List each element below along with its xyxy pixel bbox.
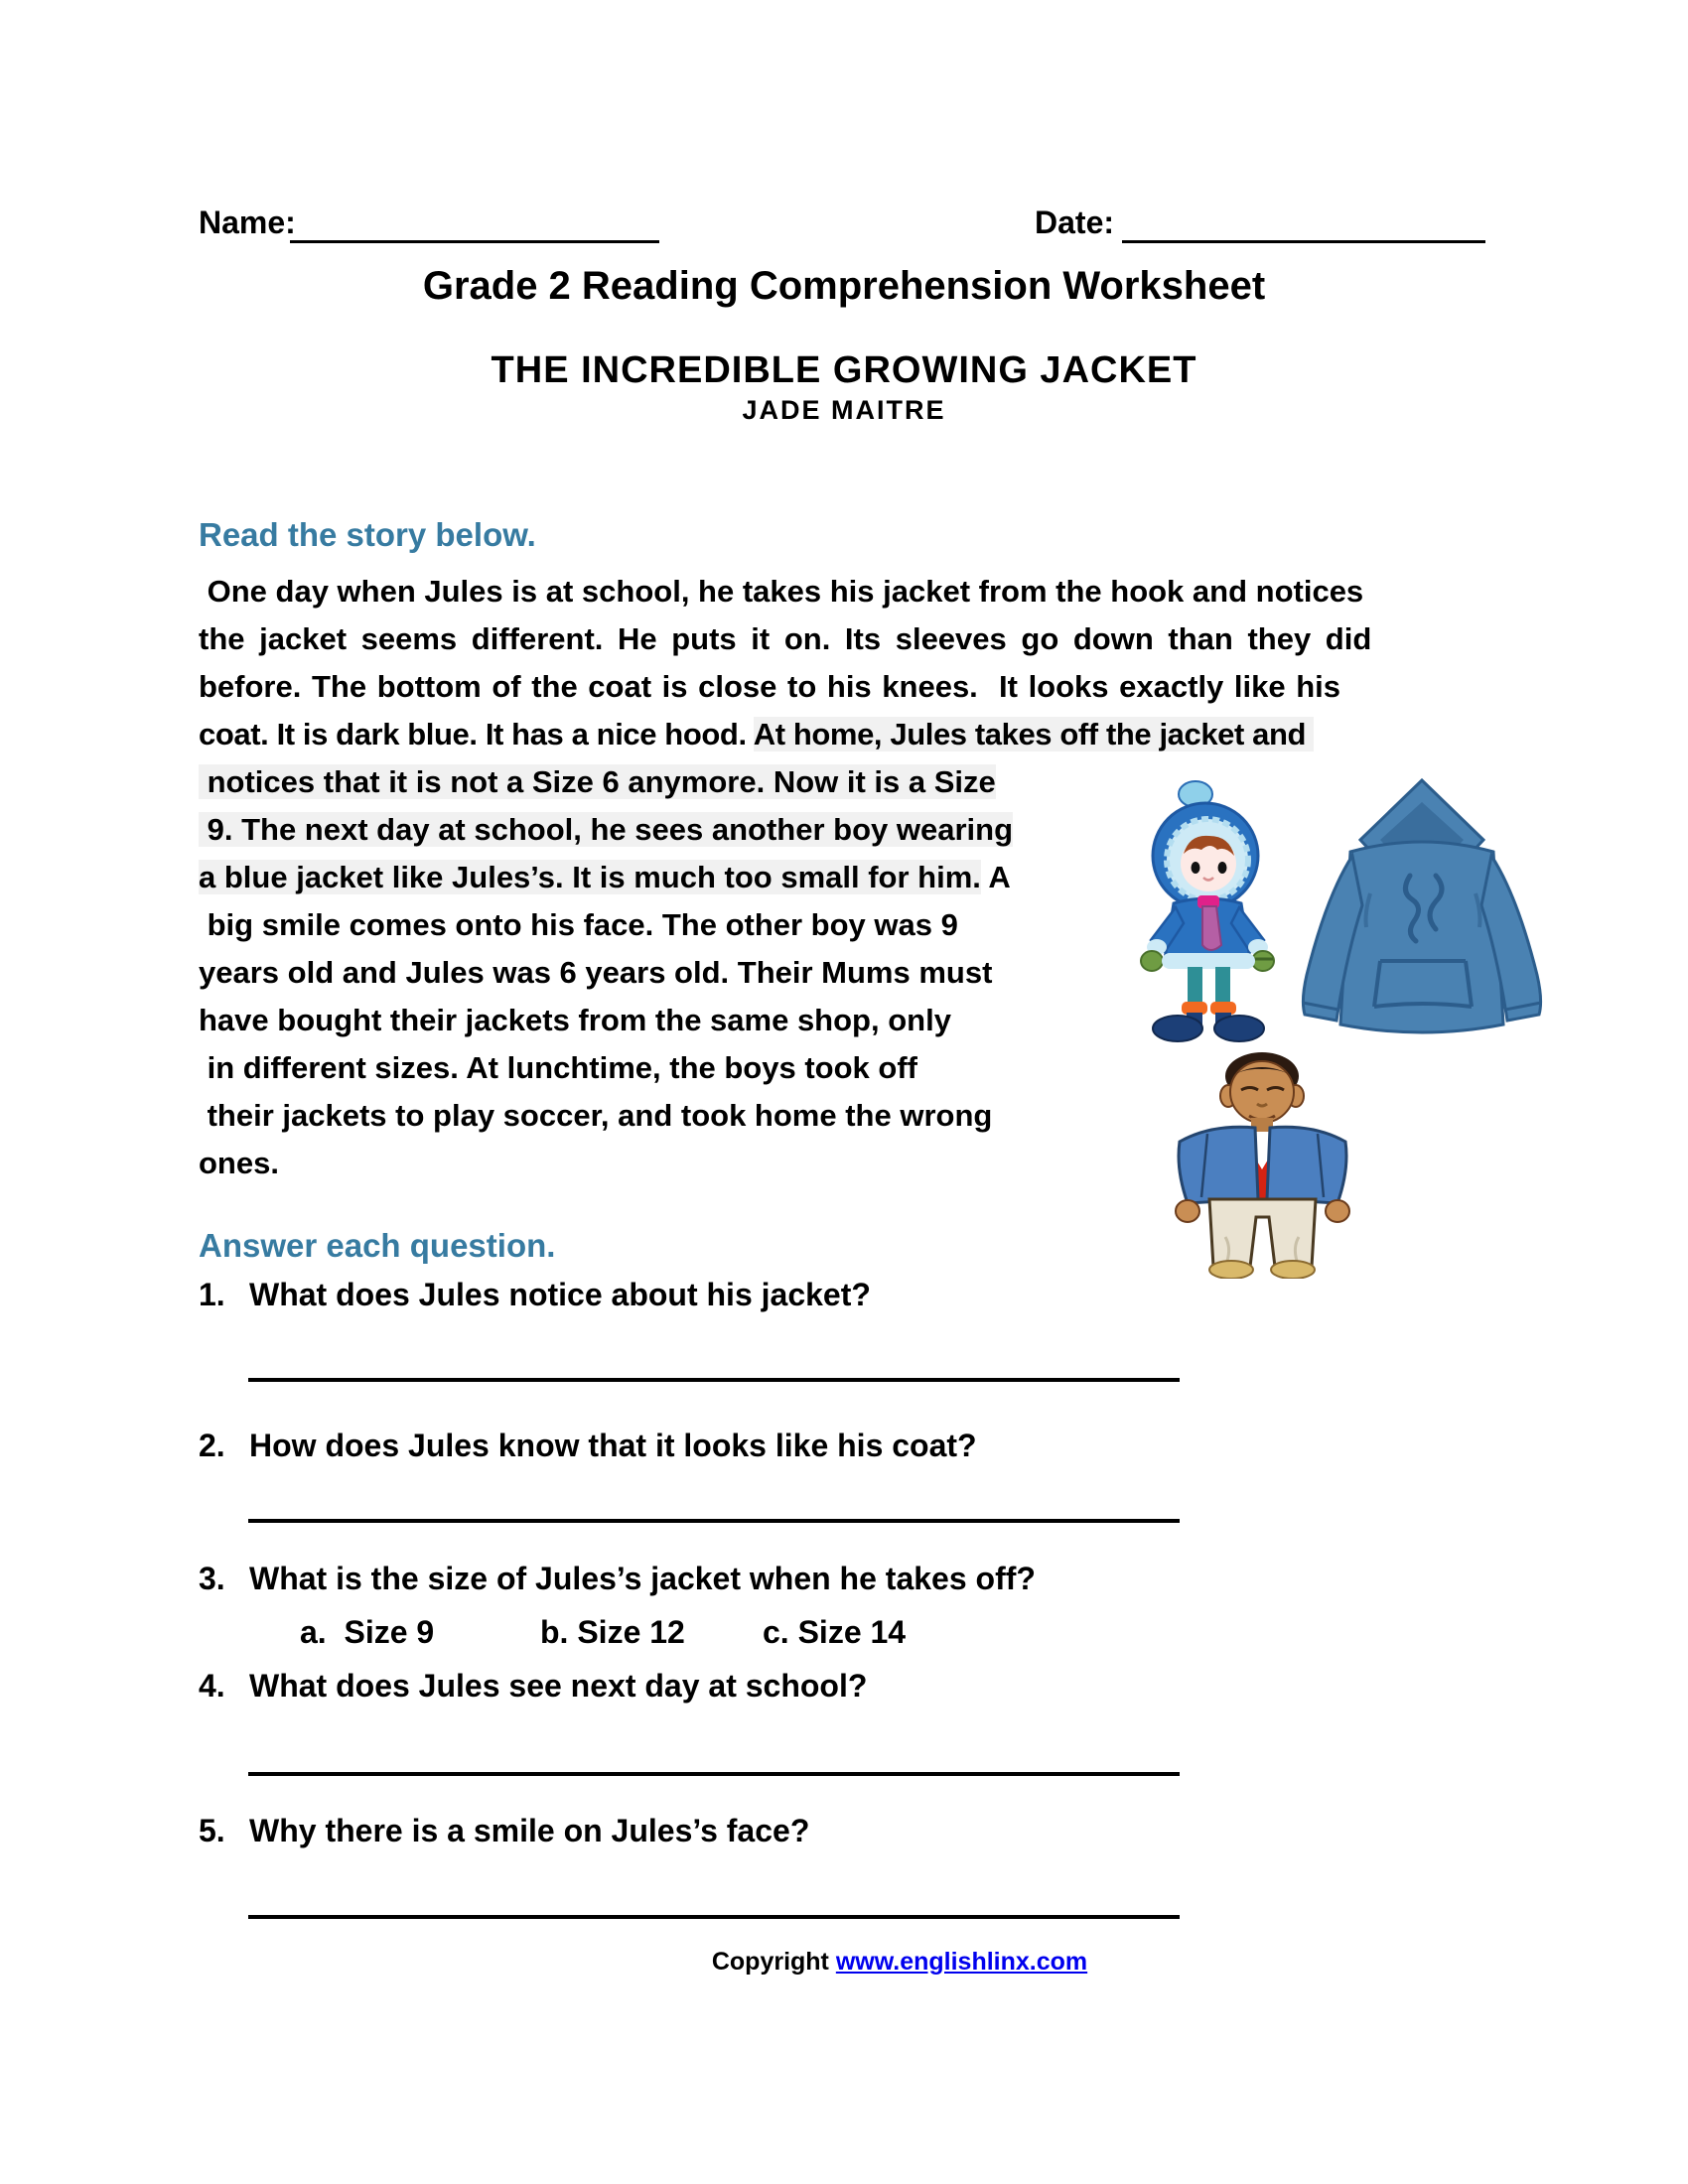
story-author: JADE MAITRE	[742, 395, 946, 425]
date-blank-line	[1122, 205, 1485, 243]
question-2-number: 2.	[199, 1428, 225, 1463]
question-3-number: 3.	[199, 1561, 225, 1596]
englishlinx-link[interactable]: www.englishlinx.com	[835, 1948, 1088, 1976]
story-line	[199, 807, 1013, 853]
story-segment: in different sizes. At lunchtime, the boys took off	[199, 1050, 917, 1085]
question-1-number: 1.	[199, 1277, 225, 1312]
boy-in-jacket-illustration	[1130, 1048, 1395, 1279]
story-line	[199, 855, 1011, 900]
story-segment: ones.	[199, 1146, 279, 1180]
story-segment-highlighted: At home, Jules takes off the jacket and	[753, 717, 1315, 751]
story-segment: have bought their jackets from the same shop, only	[199, 1003, 951, 1037]
choice-c: c. Size 14	[763, 1614, 907, 1650]
blue-hoodie-illustration	[1287, 774, 1557, 1044]
question-1-text: What does Jules notice about his jacket?	[249, 1277, 871, 1312]
story-line	[199, 712, 1314, 757]
answer-blank-line-4	[248, 1915, 1180, 1919]
question-4	[199, 1668, 867, 1705]
story-segment: A	[980, 860, 1011, 894]
question-3-text: What is the size of Jules’s jacket when he takes off?	[249, 1561, 1036, 1596]
question-1	[199, 1277, 871, 1313]
answer-blank-line-1	[248, 1378, 1180, 1382]
question-4-number: 4.	[199, 1668, 225, 1704]
story-segment-highlighted: 9. The next day at school, he sees another boy wearing	[199, 812, 1014, 847]
question-5-number: 5.	[199, 1813, 225, 1848]
story-segment-highlighted: notices that it is not a Size 6 anymore. Now it is a Size	[199, 764, 996, 799]
story-segment: the jacket seems different. He puts it on. Its sleeves go down than they did	[199, 621, 1372, 656]
choice-b: b. Size 12	[540, 1614, 685, 1650]
story-line	[199, 902, 958, 948]
story-title: THE INCREDIBLE GROWING JACKET	[491, 349, 1197, 391]
story-line	[199, 950, 992, 996]
question-2-text: How does Jules know that it looks like his coat?	[249, 1428, 977, 1463]
question-4-text: What does Jules see next day at school?	[249, 1668, 868, 1704]
story-segment-highlighted: a blue jacket like Jules’s. It is much too small for him.	[199, 860, 981, 894]
answer-blank-line-3	[248, 1772, 1180, 1776]
story-line	[199, 616, 1371, 662]
read-story-heading: Read the story below.	[199, 516, 536, 553]
question-5	[199, 1813, 809, 1849]
story-line	[199, 1093, 992, 1139]
winter-kid-illustration	[1132, 776, 1283, 1045]
choice-a: a. Size 9	[300, 1614, 435, 1650]
copyright-line	[552, 1948, 1247, 1977]
answer-questions-heading: Answer each question.	[199, 1227, 556, 1264]
story-segment: One day when Jules is at school, he takes his jacket from the hook and notices	[199, 574, 1364, 609]
name-label: Name:	[199, 205, 296, 240]
story-line	[199, 1045, 917, 1091]
question-3	[199, 1561, 1036, 1597]
question-5-text: Why there is a smile on Jules’s face?	[249, 1813, 810, 1848]
story-line	[199, 998, 951, 1043]
story-line	[199, 1141, 279, 1186]
story-segment: years old and Jules was 6 years old. Their Mums must	[199, 955, 993, 990]
copyright-label: Copyright	[711, 1948, 836, 1976]
story-line	[199, 569, 1363, 614]
date-label: Date:	[1035, 205, 1115, 240]
story-segment: coat. It is dark blue. It has a nice hood.	[199, 717, 754, 751]
question-2	[199, 1428, 977, 1464]
worksheet-title: Grade 2 Reading Comprehension Worksheet	[422, 264, 1266, 308]
answer-blank-line-2	[248, 1519, 1180, 1523]
story-segment: big smile comes onto his face. The other boy was 9	[199, 907, 958, 942]
name-blank-line	[290, 205, 659, 243]
story-segment: their jackets to play soccer, and took home the wrong	[199, 1098, 993, 1133]
story-line	[199, 759, 996, 805]
story-line	[199, 664, 1340, 710]
story-segment: before. The bottom of the coat is close to his knees. It looks exactly like his	[199, 669, 1341, 704]
